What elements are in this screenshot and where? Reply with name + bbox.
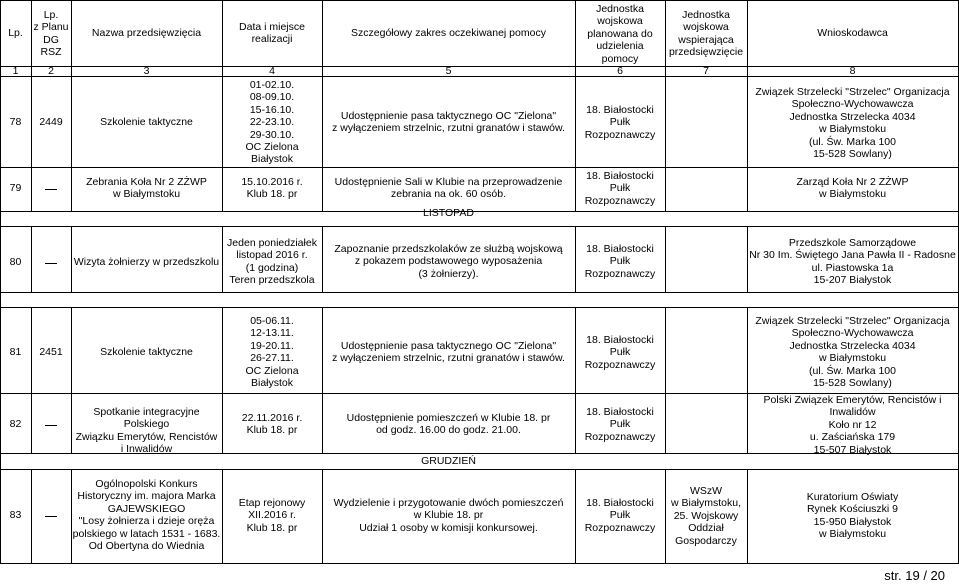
row-applicant: Przedszkole Samorządowe Nr 30 Im. Świętego Jana Pawła II - Radosne ul. Piastowska 1a 15-207 Białystok bbox=[749, 237, 956, 287]
row-scope: Udostępnienie pasa taktycznego OC "Zielona" z wyłączeniem strzelnic, rzutni granatów i stawów. bbox=[332, 110, 565, 135]
row-lp: 78 bbox=[9, 116, 22, 128]
column-number: 8 bbox=[849, 65, 856, 77]
row-applicant: Zarząd Koła Nr 2 ZŻWP w Białymstoku bbox=[796, 176, 909, 201]
row-unit: 18. Białostocki Pułk Rozpoznawczy bbox=[584, 170, 656, 207]
column-number: 3 bbox=[143, 65, 150, 77]
grid-line bbox=[0, 469, 959, 470]
row-date: Etap rejonowy XII.2016 r. Klub 18. pr bbox=[238, 497, 306, 534]
header-date-place: Data i miejsce realizacji bbox=[239, 21, 305, 46]
month-label-grudzien: GRUDZIEŃ bbox=[421, 455, 476, 467]
row-applicant: Kuratorium Oświaty Rynek Kościuszki 9 15-950 Białystok w Białymstoku bbox=[806, 491, 899, 541]
row-lp: 80 bbox=[9, 256, 22, 268]
row-name: Spotkanie integracyjne Polskiego Związku Emerytów, Rencistów i Inwalidów bbox=[75, 406, 218, 456]
row-lp: 79 bbox=[9, 182, 22, 194]
grid-line bbox=[0, 226, 959, 227]
grid-line bbox=[0, 292, 959, 293]
row-applicant: Polski Związek Emerytów, Rencistów i Inwalidów Koło nr 12 u. Zaściańska 179 15-507 Białystok bbox=[763, 394, 942, 456]
row-name: Ogólnopolski Konkurs Historyczny im. majora Marka GAJEWSKIEGO "Losy żołnierza i dzieje oręża polskiego w latach 1531 - 1683. Od Obertyna do Wiednia bbox=[72, 478, 221, 553]
page-number: str. 19 / 20 bbox=[884, 568, 945, 583]
header-name: Nazwa przedsięwzięcia bbox=[91, 27, 202, 39]
row-name: Zebrania Koła Nr 2 ZŻWP w Białymstoku bbox=[86, 176, 207, 201]
empty-dash bbox=[45, 189, 57, 190]
grid-line bbox=[0, 0, 959, 1]
row-unit: 18. Białostocki Pułk Rozpoznawczy bbox=[584, 406, 656, 443]
row-date: 15.10.2016 r. Klub 18. pr bbox=[241, 176, 303, 201]
row-unit: 18. Białostocki Pułk Rozpoznawczy bbox=[584, 497, 656, 534]
row-scope: Udostępnienie pasa taktycznego OC "Zielona" z wyłączeniem strzelnic, rzutni granatów i stawów. bbox=[332, 340, 565, 365]
grid-line bbox=[665, 226, 666, 293]
empty-dash bbox=[45, 516, 57, 517]
grid-line bbox=[665, 307, 666, 454]
row-applicant: Związek Strzelecki "Strzelec" Organizacja Społeczno-Wychowawcza Jednostka Strzelecka 4034 w Białymstoku (ul. Św. Marka 100 15-528 Sowlany) bbox=[755, 315, 950, 390]
row-date: 22.11.2016 r. Klub 18. pr bbox=[241, 412, 303, 437]
column-number: 6 bbox=[617, 65, 623, 77]
row-name: Wizyta żołnierzy w przedszkolu bbox=[73, 256, 220, 268]
empty-dash bbox=[45, 425, 57, 426]
row-scope: Udostępnienie pomieszczeń w Klubie 18. pr od godz. 16.00 do godz. 21.00. bbox=[346, 412, 551, 437]
row-name: Szkolenie taktyczne bbox=[100, 116, 193, 128]
column-number: 1 bbox=[12, 65, 19, 77]
header-unit-planned: Jednostka wojskowa planowana do udzielenia pomocy bbox=[587, 3, 653, 65]
grid-line bbox=[0, 0, 1, 564]
row-lp: 81 bbox=[9, 346, 22, 358]
column-number: 5 bbox=[445, 65, 452, 77]
row-scope: Wydzielenie i przygotowanie dwóch pomieszczeń w Klubie 18. pr Udział 1 osoby w komisji konkursowej. bbox=[333, 497, 564, 534]
row-applicant: Związek Strzelecki "Strzelec" Organizacja Społeczno-Wychowawcza Jednostka Strzelecka 4034 w Białymstoku (ul. Św. Marka 100 15-528 Sowlany) bbox=[755, 86, 950, 161]
row-lp: 82 bbox=[9, 418, 22, 430]
row-unit: 18. Białostocki Pułk Rozpoznawczy bbox=[584, 104, 656, 141]
grid-line bbox=[31, 307, 32, 454]
grid-line bbox=[31, 469, 32, 564]
header-scope: Szczegółowy zakres oczekiwanej pomocy bbox=[351, 27, 546, 39]
row-plan-number: 2449 bbox=[39, 116, 63, 128]
header-applicant: Wnioskodawca bbox=[817, 27, 888, 39]
column-number: 2 bbox=[48, 65, 54, 77]
header-lp-plan: Lp. z Planu DG RSZ bbox=[33, 9, 69, 59]
grid-line bbox=[0, 167, 959, 168]
grid-line bbox=[0, 307, 959, 308]
row-scope: Udostępnienie Sali w Klubie na przeprowadzenie zebrania na ok. 60 osób. bbox=[334, 176, 563, 201]
row-scope: Zapoznanie przedszkolaków ze służbą wojskową z pokazem podstawowego wyposażenia (3 żołnierzy). bbox=[334, 243, 563, 280]
row-date: Jeden poniedziałek listopad 2016 r. (1 godzina) Teren przedszkola bbox=[227, 237, 317, 287]
row-unit: 18. Białostocki Pułk Rozpoznawczy bbox=[584, 243, 656, 280]
month-label-listopad: LISTOPAD bbox=[423, 207, 474, 219]
row-date: 05-06.11. 12-13.11. 19-20.11. 26-27.11. OC Zielona Białystok bbox=[245, 315, 299, 390]
row-plan-number: 2451 bbox=[39, 346, 63, 358]
header-unit-support: Jednostka wojskowa wspierająca przedsięwzięcie bbox=[668, 9, 744, 59]
row-name: Szkolenie taktyczne bbox=[100, 346, 193, 358]
row-date: 01-02.10. 08-09.10. 15-16.10. 22-23.10. 29-30.10. OC Zielona Białystok bbox=[245, 79, 299, 166]
header-lp: Lp. bbox=[8, 27, 23, 39]
grid-line bbox=[0, 563, 959, 564]
empty-dash bbox=[45, 263, 57, 264]
row-support-unit: WSzW w Białymstoku, 25. Wojskowy Oddział Gospodarczy bbox=[670, 485, 742, 547]
column-number: 7 bbox=[703, 65, 709, 77]
row-lp: 83 bbox=[9, 509, 22, 521]
grid-line bbox=[31, 226, 32, 293]
row-unit: 18. Białostocki Pułk Rozpoznawczy bbox=[584, 334, 656, 371]
column-number: 4 bbox=[269, 65, 275, 77]
